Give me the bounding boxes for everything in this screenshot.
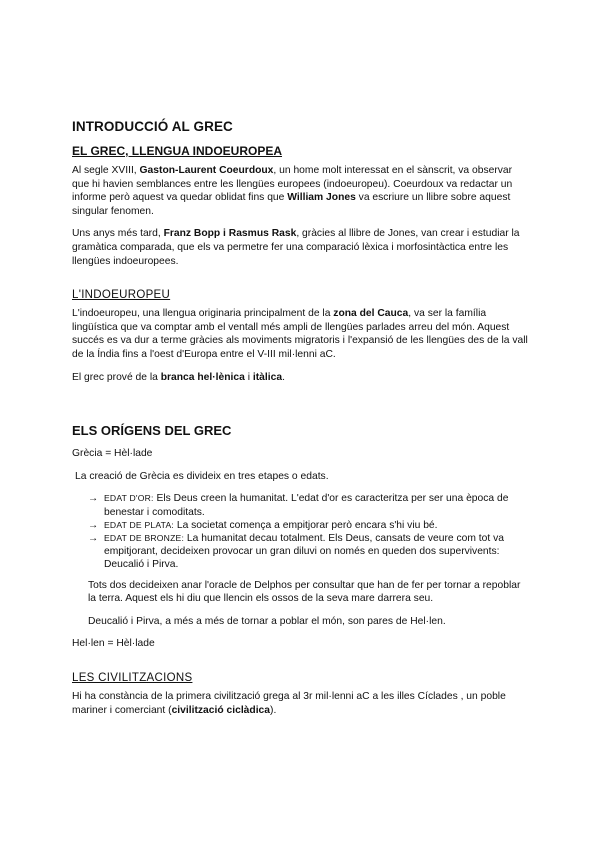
paragraph-deucalio: Deucalió i Pirva, a més a més de tornar a poblar el món, son pares de Hel·len. <box>88 615 446 627</box>
term-civilitzacio-cicladica: civilització ciclàdica <box>171 704 271 716</box>
list-item-edat-bronze: → EDAT DE BRONZE: La humanitat decau totalment. Els Deus, cansats de veure com tot va empitjorant, decideixen provocar un gran diluvi on només en queden dos supervivents: Deucalió i Pirva. <box>88 532 504 571</box>
document-body <box>72 119 532 726</box>
arrow-bullet-icon: → <box>88 532 99 544</box>
arrow-bullet-icon: → <box>88 519 99 531</box>
name-coeurdoux: Gaston-Laurent Coeurdoux <box>139 165 274 176</box>
ages-list <box>72 492 532 571</box>
list-item-edat-plata: → EDAT DE PLATA: La societat comença a empitjorar però encara s'hi viu bé. <box>88 519 438 531</box>
term-italica: itàlica <box>252 371 283 383</box>
paragraph-oracle: Tots dos decideixen anar l'oracle de Delphos per consultar que han de fer per tornar a repoblar la terra. Aquest els hi diu que llencin els ossos de la seva mare darrera seu. <box>88 579 521 605</box>
term-zona-cauca: zona del Cauca <box>333 308 409 320</box>
name-william-jones: William Jones <box>287 192 356 204</box>
paragraph-civilitzacio: Hi ha constància de la primera civilització grega al 3r mil·lenni aC a les illes Cíclades , un poble mariner i comerciant (civilització ciclàdica). <box>72 690 506 716</box>
name-bopp-rask: Franz Bopp i Rasmus Rask <box>163 228 297 240</box>
line-creacio: La creació de Grècia es divideix en tres etapes o edats. <box>75 470 329 482</box>
list-item-edat-or: → EDAT D'OR: Els Deus creen la humanitat. L'edat d'or es caracteritza per ser una època de benestar i comoditats. <box>88 493 509 518</box>
paragraph-coeurdoux: Al segle XVIII, Gaston-Laurent Coeurdoux, un home molt interessat en el sànscrit, va observar que hi havien semblances entre les llengües europees (indoeuropeu). Coeurdoux va redactar un informe però aquest va quedar oblidat fins que William Jones va escriure un llibre sobre aquest singular fenomen. <box>72 165 513 217</box>
paragraph-bopp-rask: Uns anys més tard, Franz Bopp i Rasmus Rask, gràcies al llibre de Jones, van crear i estudiar la gramàtica comparada, que els va permetre fer una comparació lèxica i morfosintàctica entre les llengües indoeuropees. <box>72 228 520 267</box>
section-heading-civilitzacions: LES CIVILITZACIONS <box>72 671 193 684</box>
term-branca-hellenica: branca hel·lènica <box>160 371 245 383</box>
paragraph-indoeuropeu: L'indoeuropeu, una llengua originaria principalment de la zona del Cauca, va ser la família lingüística que va comptar amb el ventall més ampli de llengües parlades arreu del món. Aquest succés es va dur a terme gràcies als moviments migratoris i l'expansió de les llengües des de la vall de la Índia fins a l'oest d'Europa entre el V-III mil·lenni aC. <box>72 308 528 360</box>
line-grecia-hellade: Grècia = Hèl·lade <box>72 448 153 460</box>
document-title: INTRODUCCIÓ AL GREC <box>72 119 233 134</box>
section-heading-origens: ELS ORÍGENS DEL GREC <box>72 423 232 439</box>
arrow-bullet-icon: → <box>88 493 99 505</box>
paragraph-branca: El grec prové de la branca hel·lènica i itàlica. <box>72 371 285 383</box>
line-hellen-hellade: Hel·len = Hèl·lade <box>72 638 155 650</box>
section-heading-indoeuropeu: L'INDOEUROPEU <box>72 289 171 302</box>
section-heading-greek-indoeuropean: EL GREC, LLENGUA INDOEUROPEA <box>72 144 283 158</box>
